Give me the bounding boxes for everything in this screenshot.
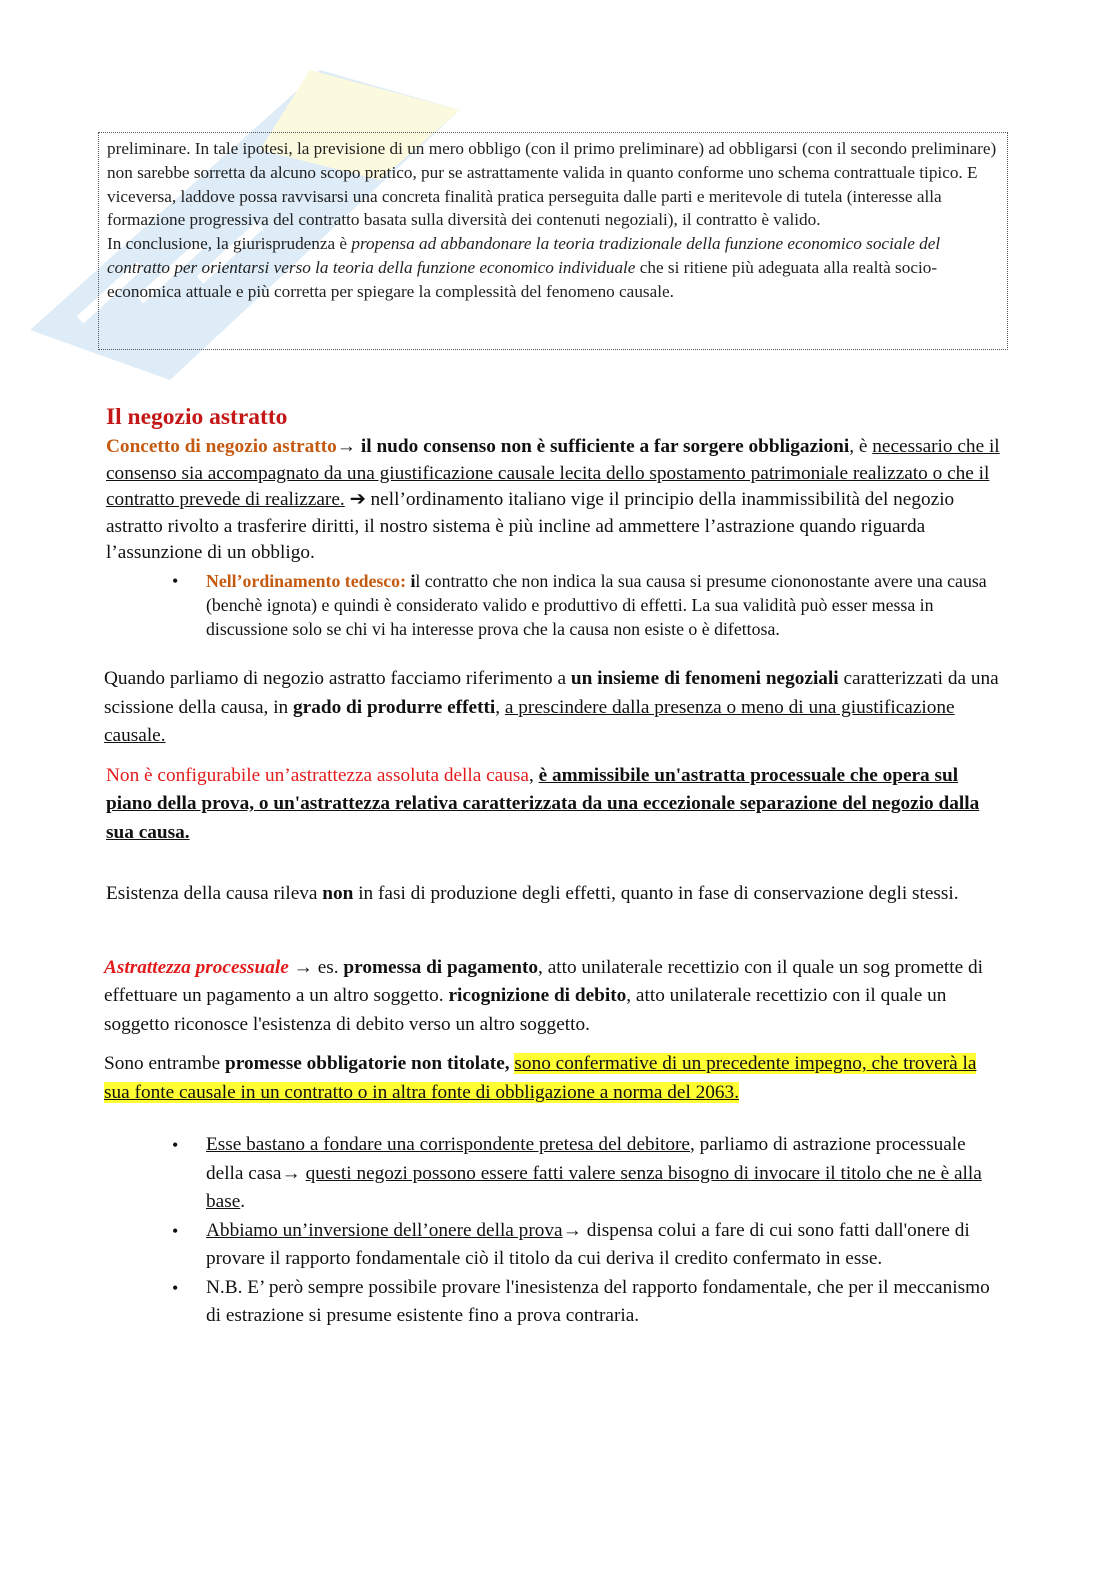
bullet-icon: • [172, 570, 179, 591]
paragraph-negozio: Quando parliamo di negozio astratto facciamo riferimento a un insieme di fenomeni negoziali caratterizzati da una scissione della causa, in grado di produrre effetti, a prescindere dalla presenza o meno di una giustificazione causale. [104, 668, 999, 747]
section-title: Il negozio astratto [106, 404, 288, 430]
list-item: • Nell’ordinamento tedesco: il contratto che non indica la sua causa si presume ciononostante avere una causa (benchè ignota) e quindi è considerato valido e produttivo di effetti. La sua validità può esser messa in discussione solo se chi vi ha interesse prova che la causa non esiste o è difettosa. [172, 570, 987, 640]
paragraph-astrattezza: Non è configurabile un’astrattezza assoluta della causa, è ammissibile un'astratta processuale che opera sul piano della prova, o un'astrattezza relativa caratterizzata da una eccezionale separazione del negozio dalla sua causa. [106, 764, 980, 843]
bullet-icon: • [172, 1135, 179, 1156]
bullet-icon: • [172, 1277, 179, 1298]
paragraph-esistenza: Esistenza della causa rileva non in fasi di produzione degli effetti, quanto in fase di conservazione degli stessi. [106, 883, 959, 905]
box-paragraph-2: In conclusione, la giurisprudenza è propensa ad abbandonare la teoria tradizionale della funzione economico sociale del contratto per orientarsi verso la teoria della funzione economico individuale che si ritiene più adeguata alla realtà socio-economica attuale e più corretta per spiegare la complessità del fenomeno causale. [107, 234, 941, 301]
quote-box [98, 132, 1008, 350]
bullet-icon: • [172, 1220, 179, 1241]
paragraph-promesse: Sono entrambe promesse obbligatorie non titolate, sono confermative di un precedente impegno, che troverà la sua fonte causale in un contratto o in altra fonte di obbligazione a norma del 2063. [104, 1053, 977, 1103]
list-item: • Esse bastano a fondare una corrispondente pretesa del debitore, parliamo di astrazione processuale della casa→ questi negozi possono essere fatti valere senza bisogno di invocare il titolo che ne è alla base. [206, 1131, 1006, 1217]
box-paragraph-1: preliminare. In tale ipotesi, la previsione di un mero obbligo (con il primo preliminare) ad obbligarsi (con il secondo preliminare) non sarebbe sorretta da alcuno scopo pratico, pur se astrattamente valida in quanto conforme uno schema contrattuale tipico. E viceversa, laddove possa ravvisarsi una concreta finalità pratica perseguita dalle parti e meritevole di tutela (interesse alla formazione progressiva del contratto basata sulla diversità dei contenuti negoziali), il contratto è valido. [107, 139, 997, 230]
list-item: • Abbiamo un’inversione dell’onere della prova→ dispensa colui a fare di cui sono fatti dall'onere di provare il rapporto fondamentale ciò il titolo da cui deriva il credito confermato in esse. [206, 1217, 1006, 1274]
concept-paragraph: Concetto di negozio astratto→ il nudo consenso non è sufficiente a far sorgere obbligazioni, è necessario che il consenso sia accompagnato da una giustificazione causale lecita dello spostamento patrimoniale realizzato o che il contratto prevede di realizzare. ➔ nell’ordinamento italiano vige il principio della inammissibilità del negozio astratto rivolto a trasferire diritti, il nostro sistema è più incline ad ammettere l’astrazione quando riguarda l’assunzione di un obbligo. [106, 436, 1000, 563]
arrow-icon: ➔ [349, 489, 366, 510]
paragraph-processuale: Astrattezza processuale → es. promessa di pagamento, atto unilaterale recettizio con il quale un sog promette di effettuare un pagamento a un altro soggetto. ricognizione di debito, atto unilaterale recettizio con il quale un soggetto riconosce l'esistenza di debito verso un altro soggetto. [104, 956, 983, 1035]
bullet-list-1 [172, 569, 1006, 642]
main-content [106, 400, 1006, 1331]
bullet-list-2 [172, 1131, 1006, 1331]
list-item: • N.B. E’ però sempre possibile provare l'inesistenza del rapporto fondamentale, che per il meccanismo di estrazione si presume esistente fino a prova contraria. [206, 1274, 1006, 1331]
